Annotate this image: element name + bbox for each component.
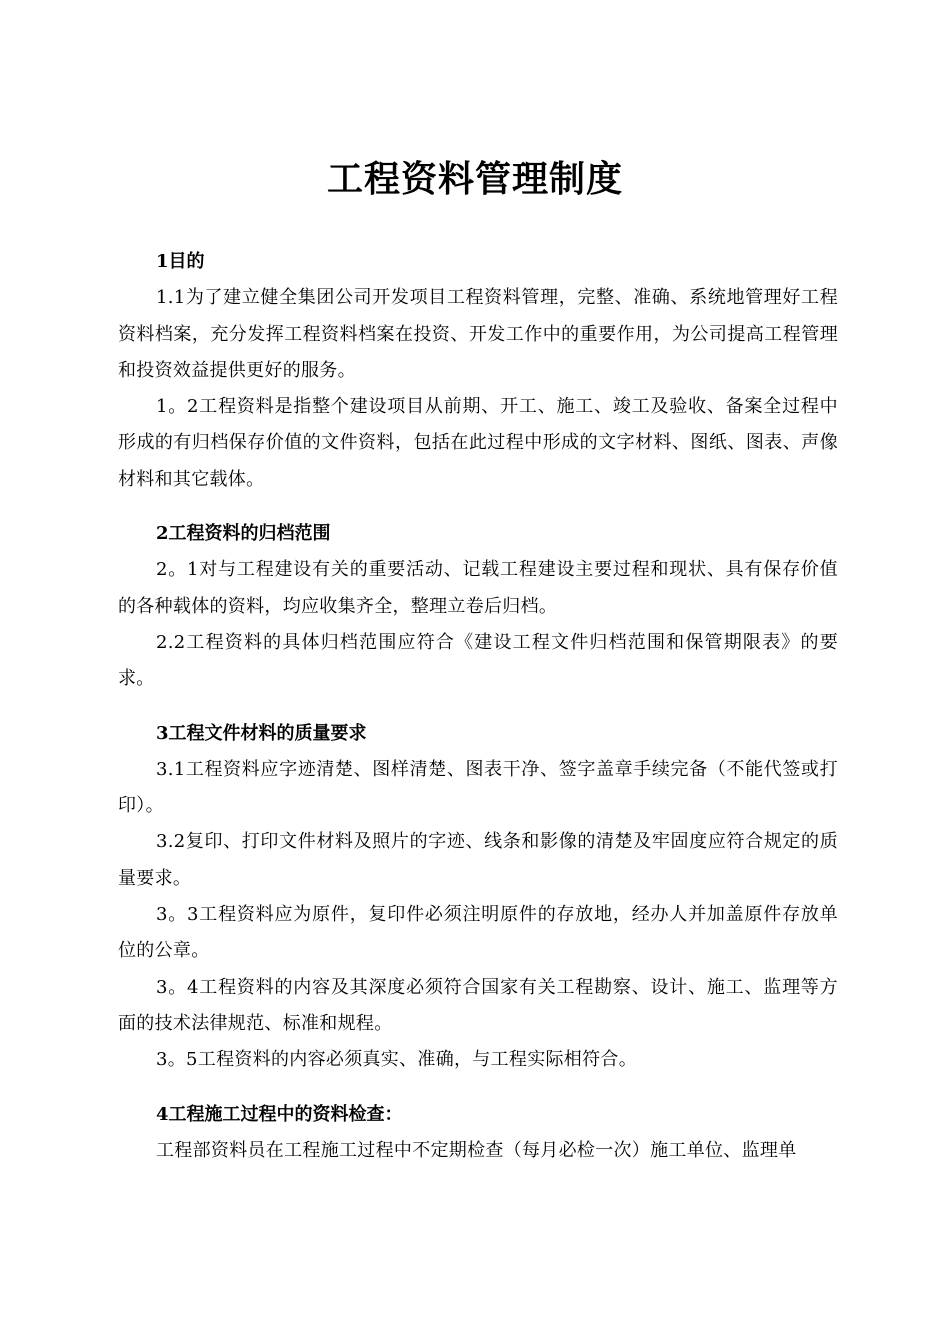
section-spacer xyxy=(118,498,838,516)
paragraph: 工程部资料员在工程施工过程中不定期检查（每月必检一次）施工单位、监理单 xyxy=(156,1139,797,1161)
paragraph: 2.2工程资料的具体归档范围应符合《建设工程文件归档范围和保管期限表》的要求。 xyxy=(118,631,838,690)
paragraph: 3.2复印、打印文件材料及照片的字迹、线条和影像的清楚及牢固度应符合规定的质量要求。 xyxy=(118,831,838,889)
section-purpose xyxy=(118,244,838,498)
paragraph: 3.1工程资料应字迹清楚、图样清楚、图表干净、签字盖章手续完备（不能代签或打印）。 xyxy=(118,758,838,817)
section-process-inspection xyxy=(118,1097,838,1170)
section-spacer xyxy=(118,698,838,716)
paragraph: 1.1为了建立健全集团公司开发项目工程资料管理，完整、准确、系统地管理好工程资料档案，充分发挥工程资料档案在投资、开发工作中的重要作用，为公司提高工程管理和投资效益提供更好的服务。 xyxy=(118,287,838,381)
document-title: 工程资料管理制度 xyxy=(326,158,623,200)
document-body xyxy=(118,244,838,1169)
section-heading: 4工程施工过程中的资料检查： xyxy=(156,1103,403,1125)
paragraph: 3。4工程资料的内容及其深度必须符合国家有关工程勘察、设计、施工、监理等方面的技术法律规范、标准和规程。 xyxy=(118,976,838,1034)
section-heading: 3工程文件材料的质量要求 xyxy=(156,722,367,744)
section-quality-requirements xyxy=(118,716,838,1079)
section-heading: 1目的 xyxy=(156,251,205,272)
paragraph: 3。3工程资料应为原件，复印件必须注明原件的存放地，经办人并加盖原件存放单位的公章。 xyxy=(118,904,838,962)
paragraph: 1。2工程资料是指整个建设项目从前期、开工、施工、竣工及验收、备案全过程中形成的有归档保存价值的文件资料，包括在此过程中形成的文字材料、图纸、图表、声像材料和其它载体。 xyxy=(118,396,838,490)
section-heading: 2工程资料的归档范围 xyxy=(156,523,331,545)
section-spacer xyxy=(118,1079,838,1097)
paragraph: 3。5工程资料的内容必须真实、准确，与工程实际相符合。 xyxy=(156,1049,638,1071)
section-archive-scope xyxy=(118,516,838,697)
paragraph: 2。1对与工程建设有关的重要活动、记载工程建设主要过程和现状、具有保存价值的各种载体的资料，均应收集齐全，整理立卷后归档。 xyxy=(118,559,838,617)
